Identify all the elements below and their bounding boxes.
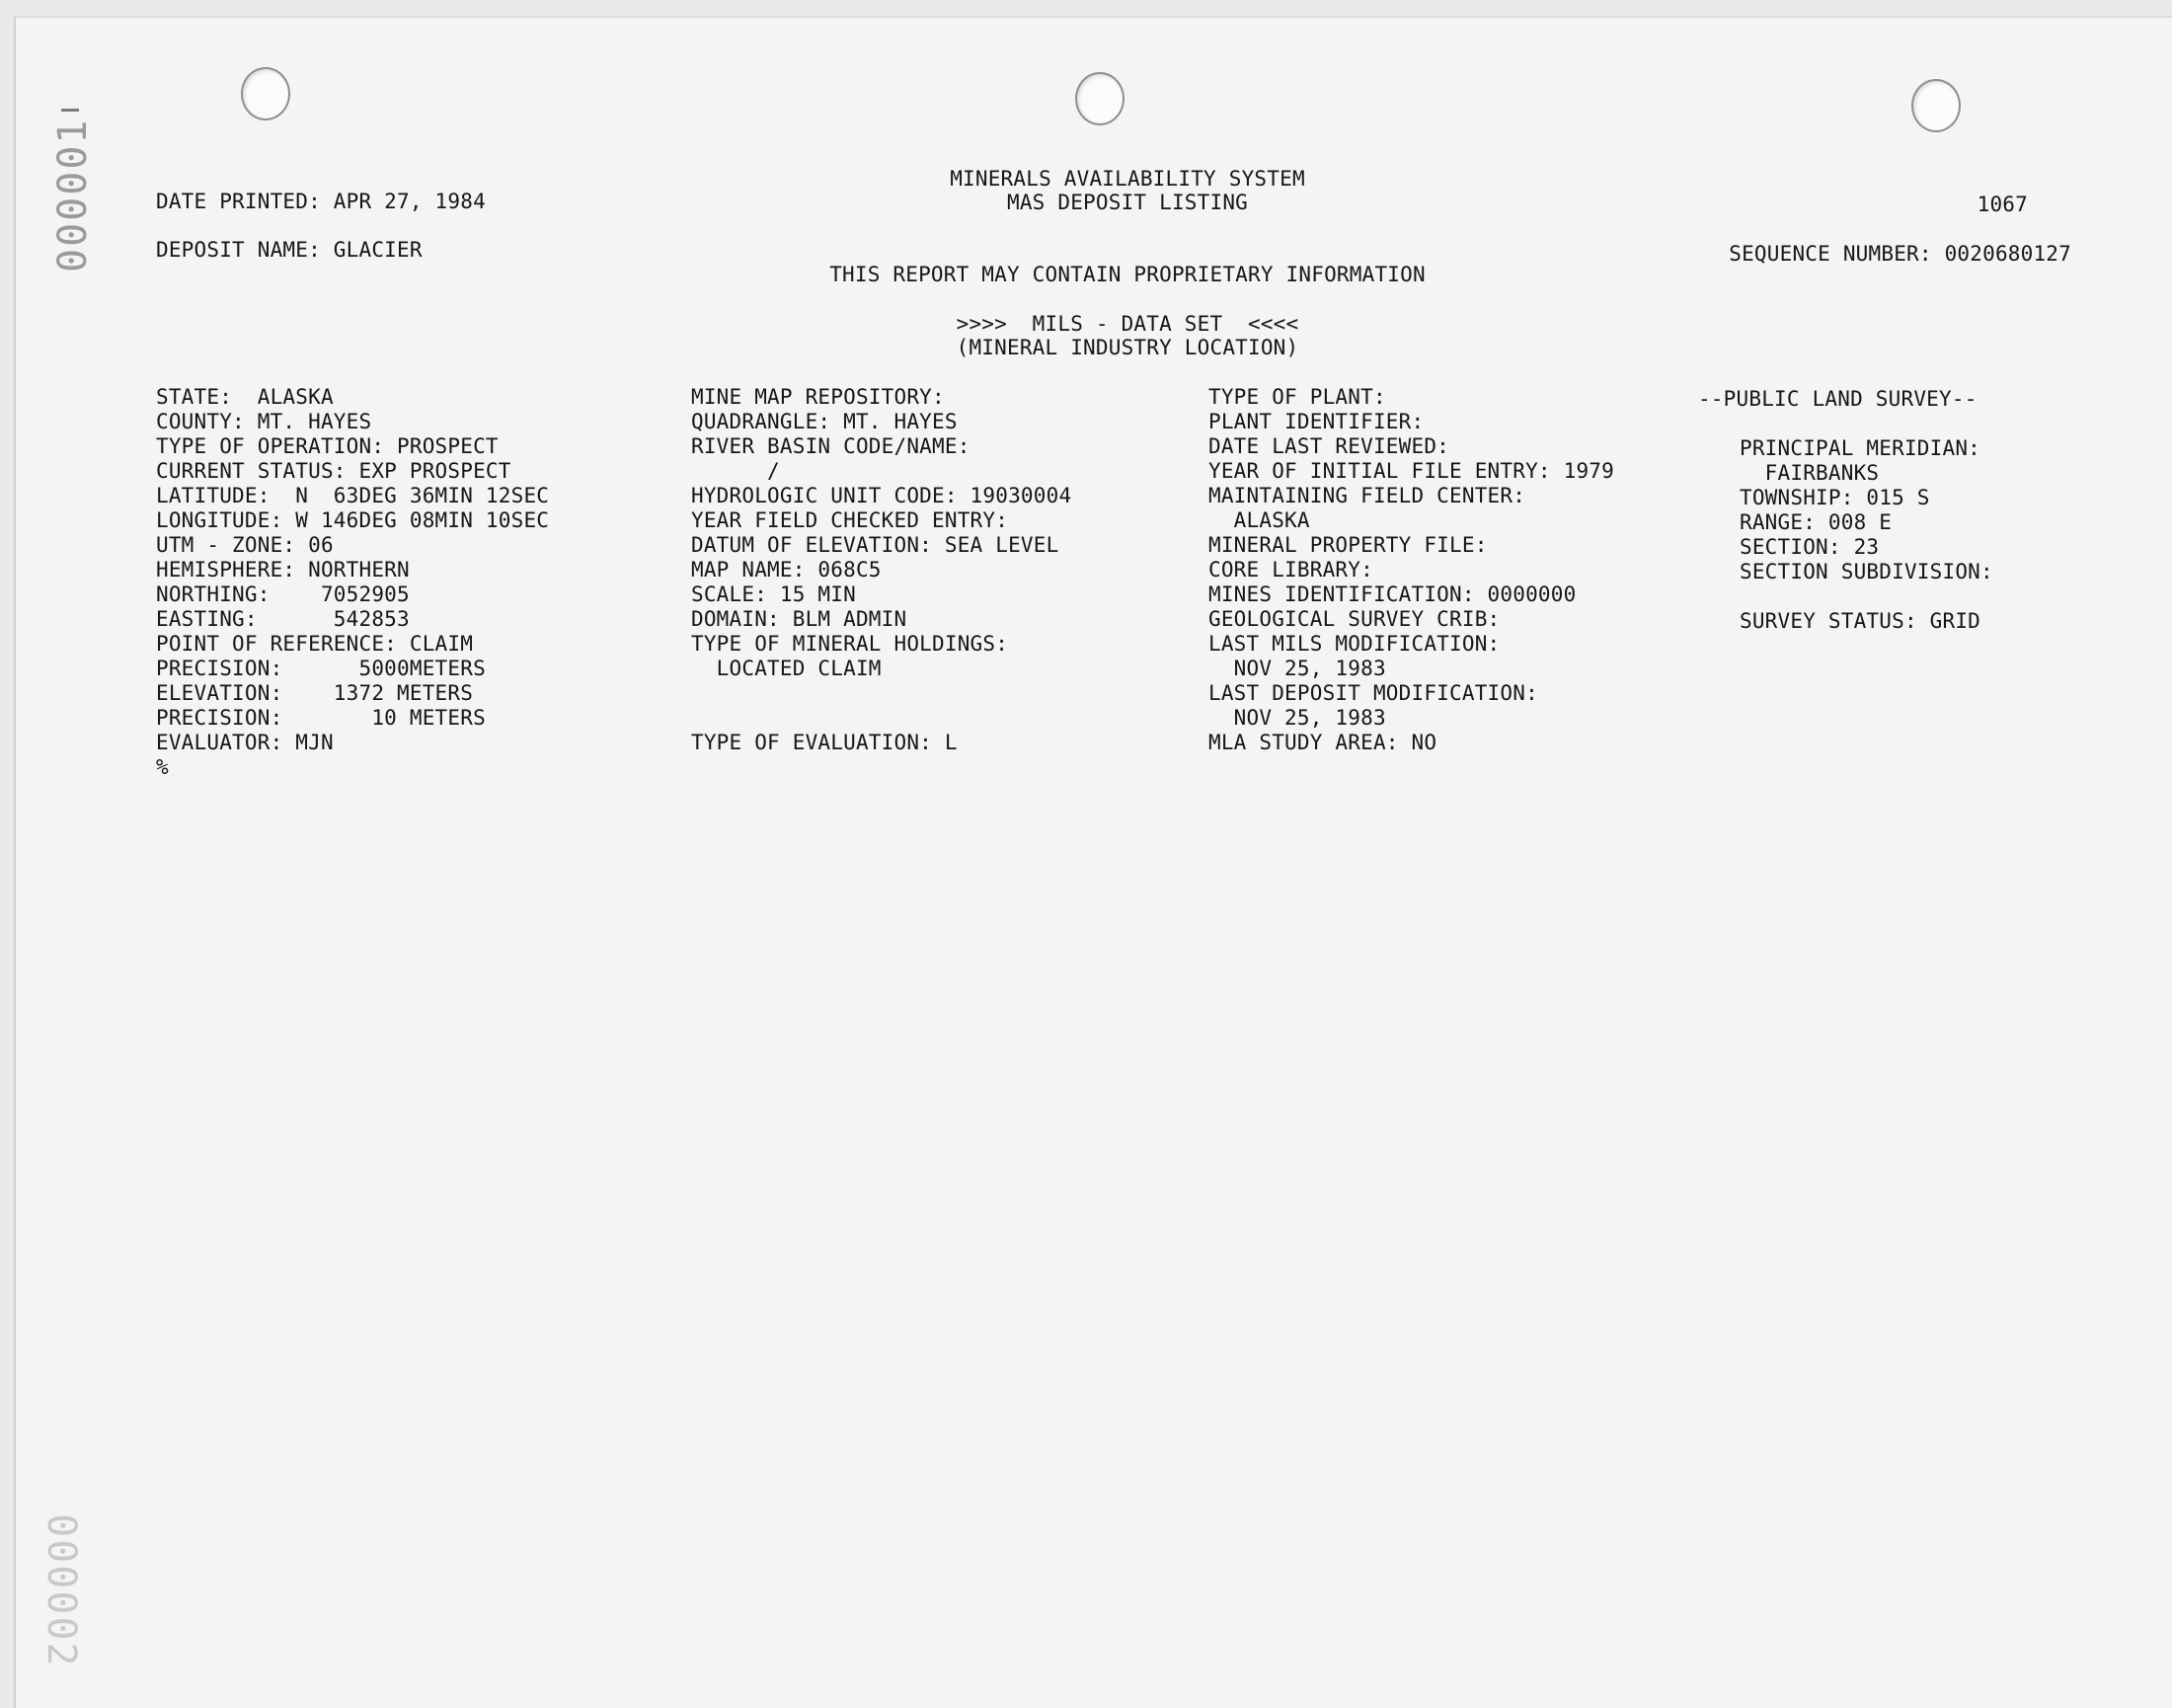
range-field: RANGE: 008 E [1740,510,1893,534]
location-precision-field: PRECISION: 5000METERS [156,657,486,680]
utm-zone-field: UTM - ZONE: 06 [156,533,334,557]
township-field: TOWNSHIP: 015 S [1740,486,1930,509]
county-field: COUNTY: MT. HAYES [156,410,372,433]
page-number: 1067 [1977,193,2028,216]
mineral-holdings-value: LOCATED CLAIM [691,657,882,680]
stamp-tick-mark [61,109,79,112]
mla-study-area-field: MLA STUDY AREA: NO [1208,731,1437,754]
mineral-holdings-field: TYPE OF MINERAL HOLDINGS: [691,632,1009,656]
river-basin-value: / [691,459,780,483]
binder-hole-right [1911,79,1961,132]
mine-map-repository-field: MINE MAP REPOSITORY: [691,385,945,409]
mineral-property-file-field: MINERAL PROPERTY FILE: [1208,533,1488,557]
domain-field: DOMAIN: BLM ADMIN [691,607,907,631]
initial-file-entry-field: YEAR OF INITIAL FILE ENTRY: 1979 [1208,459,1614,483]
last-deposit-modification-field: LAST DEPOSIT MODIFICATION: [1208,681,1538,705]
point-of-reference-field: POINT OF REFERENCE: CLAIM [156,632,474,656]
survey-crib-field: GEOLOGICAL SURVEY CRIB: [1208,607,1501,631]
blank-line [691,706,1071,731]
dataset-subtitle: (MINERAL INDUSTRY LOCATION) [956,336,1299,359]
land-survey-column [1740,436,1993,634]
sequence-number: SEQUENCE NUMBER: 0020680127 [1729,242,2071,266]
section-subdivision-field: SECTION SUBDIVISION: [1740,560,1993,583]
last-mils-modification-value: NOV 25, 1983 [1208,657,1386,680]
easting-field: EASTING: 542853 [156,607,410,631]
plant-type-field: TYPE OF PLANT: [1208,385,1386,409]
section-field: SECTION: 23 [1740,535,1880,559]
elevation-precision-field: PRECISION: 10 METERS [156,706,486,730]
frame-number-stamp-bottom: 000002 [39,1514,84,1669]
survey-status-field: SURVEY STATUS: GRID [1740,609,1981,633]
mines-identification-field: MINES IDENTIFICATION: 0000000 [1208,582,1577,606]
blank-line [691,681,1071,706]
field-center-field: MAINTAINING FIELD CENTER: [1208,484,1526,507]
frame-number-stamp-top: 000001 [50,117,96,272]
date-last-reviewed-field: DATE LAST REVIEWED: [1208,434,1450,458]
map-name-field: MAP NAME: 068C5 [691,558,882,582]
last-mils-modification-field: LAST MILS MODIFICATION: [1208,632,1501,656]
percent-marker: % [156,755,169,779]
binder-hole-left [241,67,290,120]
operation-type-field: TYPE OF OPERATION: PROSPECT [156,434,499,458]
listing-title: MAS DEPOSIT LISTING [1006,191,1249,214]
core-library-field: CORE LIBRARY: [1208,558,1373,582]
principal-meridian-field: PRINCIPAL MERIDIAN: [1740,436,1981,460]
hydrologic-unit-field: HYDROLOGIC UNIT CODE: 19030004 [691,484,1072,507]
principal-meridian-value: FAIRBANKS [1740,461,1880,485]
latitude-field: LATITUDE: N 63DEG 36MIN 12SEC [156,484,550,507]
quadrangle-field: QUADRANGLE: MT. HAYES [691,410,958,433]
current-status-field: CURRENT STATUS: EXP PROSPECT [156,459,511,483]
public-land-survey-heading: --PUBLIC LAND SURVEY-- [1698,387,1978,411]
state-field: STATE: ALASKA [156,385,334,409]
location-column [156,385,549,780]
system-title: MINERALS AVAILABILITY SYSTEM [950,167,1305,191]
river-basin-field: RIVER BASIN CODE/NAME: [691,434,970,458]
binder-hole-center [1075,72,1125,125]
document-page [14,16,2172,1708]
year-field-checked-field: YEAR FIELD CHECKED ENTRY: [691,508,1009,532]
hemisphere-field: HEMISPHERE: NORTHERN [156,558,410,582]
deposit-name: DEPOSIT NAME: GLACIER [156,238,423,262]
blank-line [1740,584,1993,609]
datum-of-elevation-field: DATUM OF ELEVATION: SEA LEVEL [691,533,1059,557]
file-info-column [1208,385,1614,755]
last-deposit-modification-value: NOV 25, 1983 [1208,706,1386,730]
map-column [691,385,1071,755]
proprietary-notice: THIS REPORT MAY CONTAIN PROPRIETARY INFORMATION [829,263,1426,286]
plant-identifier-field: PLANT IDENTIFIER: [1208,410,1425,433]
northing-field: NORTHING: 7052905 [156,582,410,606]
field-center-value: ALASKA [1208,508,1310,532]
evaluation-type-field: TYPE OF EVALUATION: L [691,731,958,754]
elevation-field: ELEVATION: 1372 METERS [156,681,474,705]
dataset-title: >>>> MILS - DATA SET <<<< [956,312,1299,336]
longitude-field: LONGITUDE: W 146DEG 08MIN 10SEC [156,508,550,532]
evaluator-field: EVALUATOR: MJN [156,731,334,754]
date-printed: DATE PRINTED: APR 27, 1984 [156,190,486,213]
scale-field: SCALE: 15 MIN [691,582,856,606]
